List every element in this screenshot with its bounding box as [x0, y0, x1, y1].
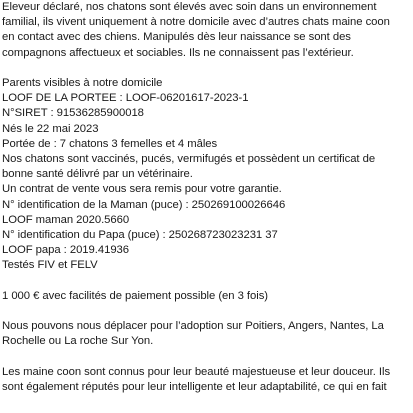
details-line: Nés le 22 mai 2023	[2, 122, 99, 135]
details-paragraph	[2, 76, 410, 274]
intro-line: familial, ils vivent uniquement à notre domicile avec d’autres chats maine coon	[2, 16, 390, 29]
paragraph-gap	[2, 61, 410, 76]
details-line: N° identification de la Maman (puce) : 250269100026646	[2, 198, 286, 211]
document-page	[2, 0, 410, 413]
breed-line: sont également réputés pour leur intelligente et leur adaptabilité, ce qui en fait	[2, 381, 387, 394]
details-line: N° identification du Papa (puce) : 250268723023231 37	[2, 229, 278, 242]
details-line: N°SIRET : 91536285900018	[2, 107, 144, 120]
details-line: Portée de : 7 chatons 3 femelles et 4 mâles	[2, 137, 218, 150]
details-line: LOOF DE LA PORTEE : LOOF-06201617-2023-1	[2, 92, 249, 105]
intro-line: Eleveur déclaré, nos chatons sont élevés avec soin dans un environnement	[2, 1, 377, 13]
details-line: Parents visibles à notre domicile	[2, 77, 163, 89]
details-line: Nos chatons sont vaccinés, pucés, vermifugés et possèdent un certificat de	[2, 153, 376, 166]
paragraph-gap	[2, 350, 410, 365]
breed-line: Les maine coon sont connus pour leur beauté majestueuse et leur douceur. Ils	[2, 365, 391, 378]
travel-line: Nous pouvons nous déplacer pour l’adoption sur Poitiers, Angers, Nantes, La	[2, 320, 384, 333]
details-line: Testés FIV et FELV	[2, 259, 98, 272]
paragraph-gap	[2, 274, 410, 289]
price-paragraph	[2, 289, 410, 304]
price-line: 1 000 € avec facilités de paiement possible (en 3 fois)	[2, 289, 269, 302]
paragraph-gap	[2, 304, 410, 319]
details-line: LOOF maman 2020.5660	[2, 213, 130, 226]
details-line: Un contrat de vente vous sera remis pour votre garantie.	[2, 183, 282, 196]
intro-line: en contact avec des chiens. Manipulés dès leur naissance se sont des	[2, 31, 351, 44]
intro-paragraph	[2, 0, 410, 61]
travel-line: Rochelle ou La roche Sur Yon.	[2, 335, 154, 348]
intro-line: compagnons affectueux et sociables. Ils ne connaissent pas l’extérieur.	[2, 46, 354, 59]
details-line: LOOF papa : 2019.41936	[2, 244, 130, 257]
details-line: bonne santé délivré par un vétérinaire.	[2, 168, 193, 181]
travel-paragraph	[2, 319, 410, 349]
breed-paragraph	[2, 365, 410, 395]
